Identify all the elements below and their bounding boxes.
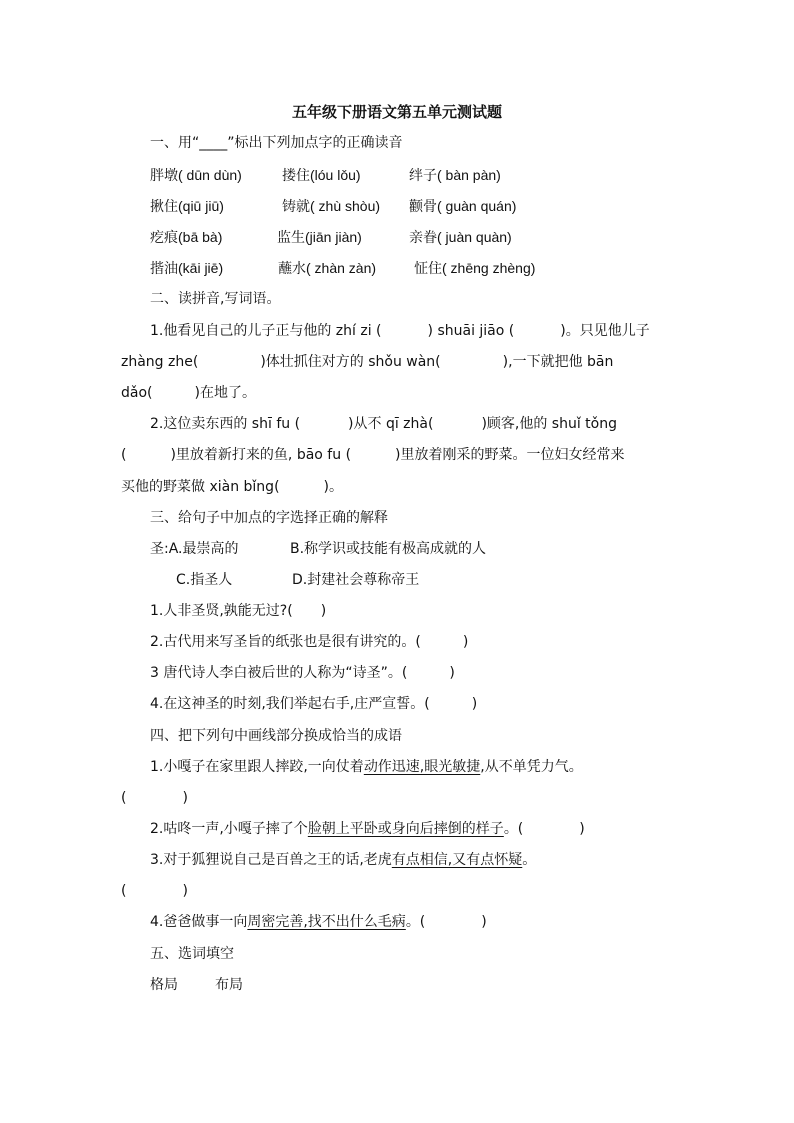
- pinyin-item: 搂住(lóu lǒu): [282, 167, 361, 183]
- pinyin-item: 揩油(kāi jiē): [150, 260, 224, 276]
- text: 4.爸爸做事一向: [150, 914, 248, 930]
- text: )里放着刚采的野菜。一位妇女经常来: [395, 447, 625, 463]
- text: 2.这位卖东西的 shī fu (: [150, 416, 301, 432]
- pinyin-item: 颧骨( guàn quán): [409, 198, 517, 214]
- question-line: 2.古代用来写圣旨的纸张也是很有讲究的。( ): [150, 634, 469, 650]
- text: (: [121, 447, 127, 463]
- pinyin-row: [282, 165, 361, 185]
- word-option: 布局: [215, 977, 243, 993]
- pinyin-row: [277, 227, 362, 247]
- question-line: [150, 819, 585, 839]
- text: 。( ): [405, 914, 487, 930]
- question-line: [121, 352, 613, 372]
- question-line: [121, 445, 625, 465]
- underlined-phrase: 动作迅速,眼光敏捷: [363, 759, 481, 775]
- text: ,从不单凭力气。: [480, 759, 583, 775]
- text: )里放着新打来的鱼, bāo fu (: [170, 447, 352, 463]
- pinyin-row: [409, 196, 516, 216]
- question-line: [150, 757, 583, 777]
- text: dǎo(: [121, 385, 153, 401]
- text: )从不 qī zhà(: [348, 416, 434, 432]
- pinyin-row: [409, 227, 512, 247]
- text: 2.咕咚一声,小嘎子摔了个: [150, 821, 308, 837]
- text: 3.对于狐狸说自己是百兽之王的话,老虎: [150, 852, 392, 868]
- text: )体壮抓住对方的 shǒu wàn(: [260, 354, 441, 370]
- text: )。只见他儿子: [560, 323, 650, 339]
- pinyin-item: 亲眷( juàn quàn): [409, 229, 512, 245]
- question-line: [121, 383, 256, 403]
- word-option: 格局: [150, 977, 178, 993]
- text: )顾客,他的 shuǐ tǒng: [481, 416, 617, 432]
- pinyin-item: 疙痕(bā bà): [150, 229, 223, 245]
- section-5-heading: 五、选词填空: [150, 946, 234, 962]
- question-line: [150, 912, 487, 932]
- question-line: [150, 414, 617, 434]
- text: 。( ): [503, 821, 585, 837]
- question-line: 1.人非圣贤,孰能无过?( ): [150, 603, 327, 619]
- question-line: [150, 850, 536, 870]
- option-b: B.称学识或技能有极高成就的人: [290, 541, 487, 557]
- text: 1.他看见自己的儿子正与他的 zhí zi (: [150, 323, 382, 339]
- section-4-heading: 四、把下列句中画线部分换成恰当的成语: [150, 728, 402, 744]
- pinyin-item: 监生(jiān jiàn): [277, 229, 362, 245]
- pinyin-row: [282, 196, 380, 216]
- section-1-heading: [150, 133, 403, 153]
- option-a: 圣:A.最崇高的: [150, 541, 239, 557]
- pinyin-item: 怔住( zhēng zhèng): [414, 260, 536, 276]
- text: 。: [522, 852, 537, 868]
- heading-blank: ____: [199, 135, 228, 151]
- question-line: 4.在这神圣的时刻,我们举起右手,庄严宣誓。( ): [150, 696, 478, 712]
- question-line: [150, 321, 650, 341]
- text: 买他的野菜做 xiàn bǐng(: [121, 479, 280, 495]
- page-title: 五年级下册语文第五单元测试题: [291, 103, 502, 121]
- underlined-phrase: 有点相信,又有点怀疑: [391, 852, 523, 868]
- option-c: C.指圣人: [176, 572, 233, 588]
- text: 1.小嘎子在家里跟人摔跤,一向仗着: [150, 759, 364, 775]
- pinyin-row: [409, 165, 501, 185]
- pinyin-item: 蘸水( zhàn zàn): [278, 260, 377, 276]
- text: ),一下就把他 bān: [502, 354, 614, 370]
- pinyin-item: 胖墩( dūn dùn): [150, 167, 242, 183]
- text: )在地了。: [194, 385, 256, 401]
- heading-text: ”标出下列加点字的正确读音: [227, 135, 403, 151]
- section-2-heading: 二、读拼音,写词语。: [150, 291, 281, 307]
- underlined-phrase: 周密完善,找不出什么毛病: [247, 914, 406, 930]
- answer-paren[interactable]: ( ): [121, 883, 188, 899]
- pinyin-row: [150, 196, 224, 216]
- pinyin-row: [414, 258, 535, 278]
- answer-paren[interactable]: ( ): [121, 790, 188, 806]
- pinyin-item: 揪住(qiū jiū): [150, 198, 224, 214]
- option-d: D.封建社会尊称帝王: [292, 572, 420, 588]
- underlined-phrase: 脸朝上平卧或身向后摔倒的样子: [307, 821, 504, 837]
- question-line: 3 唐代诗人李白被后世的人称为“诗圣”。( ): [150, 665, 455, 681]
- pinyin-item: 铸就( zhù shòu): [282, 198, 381, 214]
- pinyin-row: [150, 227, 222, 247]
- text: zhàng zhe(: [121, 354, 199, 370]
- text: )。: [323, 479, 343, 495]
- pinyin-row: [278, 258, 376, 278]
- pinyin-row: [150, 258, 223, 278]
- heading-text: 一、用“: [150, 135, 200, 151]
- text: ) shuāi jiāo (: [427, 323, 515, 339]
- section-3-heading: 三、给句子中加点的字选择正确的解释: [150, 510, 388, 526]
- pinyin-row: [150, 165, 242, 185]
- question-line: [121, 477, 343, 497]
- pinyin-item: 绊子( bàn pàn): [409, 167, 501, 183]
